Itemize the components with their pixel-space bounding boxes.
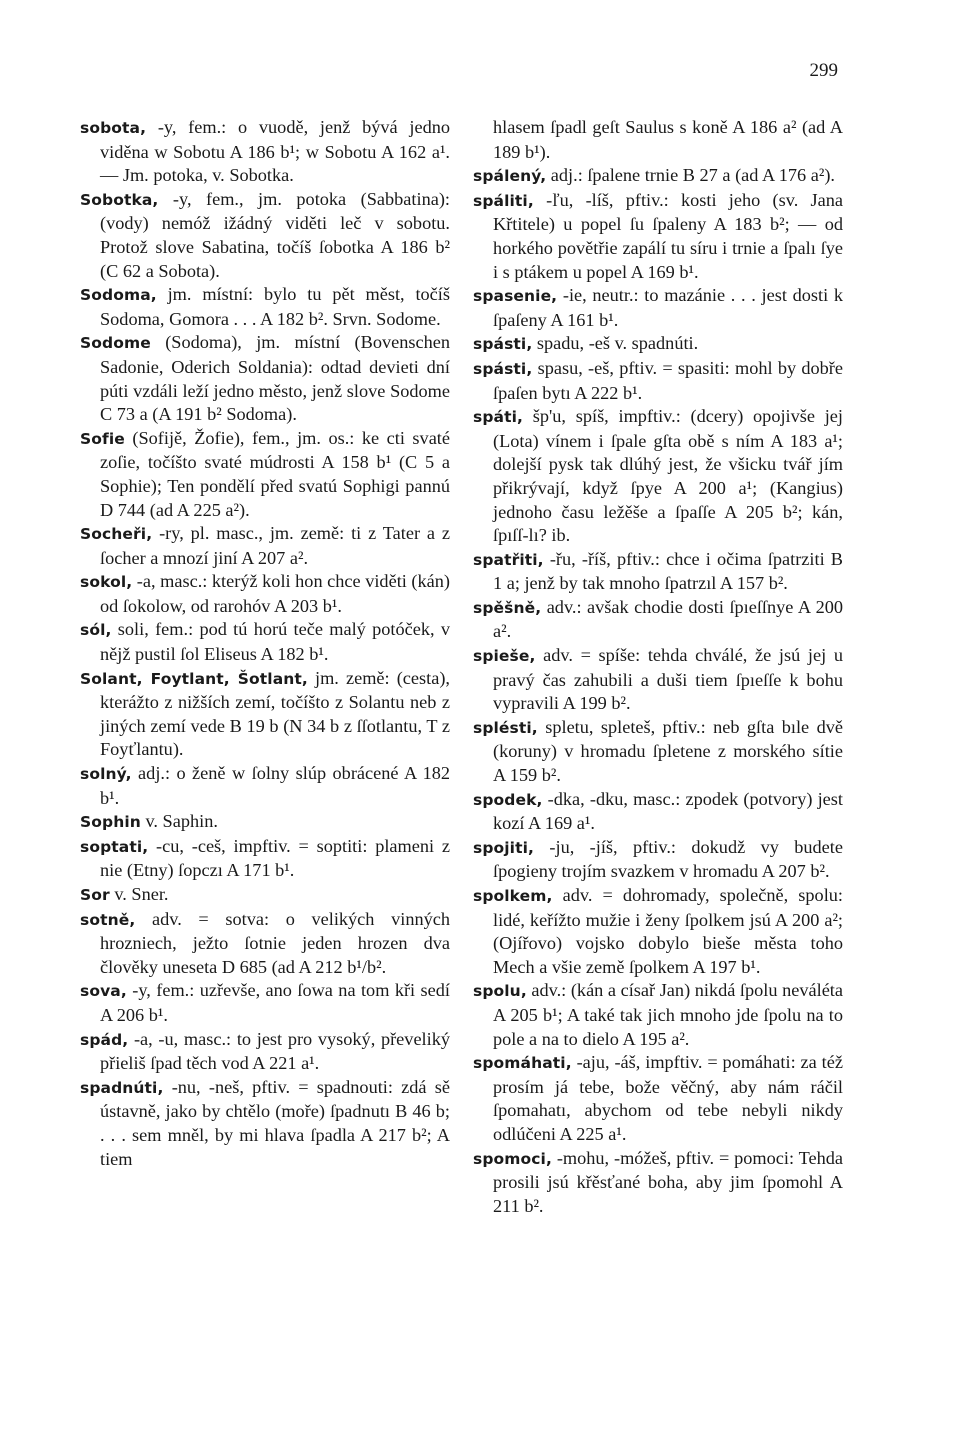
entry-body: -nu, -neš, pftiv. = spadnouti: zdá sě ústavně, jako by chtělo (moře) ſpadnutı B 46 b; . . . sem mněl, by mi hlava ſpadla A 217 b²; A tiem [100, 1076, 450, 1169]
entry-headword: spojiti, [473, 838, 535, 857]
dictionary-entry [473, 357, 843, 405]
dictionary-entry [80, 835, 450, 883]
entry-headword: Solant, Foytlant, Šotlant, [80, 669, 308, 688]
entry-body: -a, -u, masc.: to jest pro vysoký, převeliký přieliš ſpad těch vod A 221 a¹. [100, 1028, 450, 1074]
dictionary-entry [473, 596, 843, 644]
entry-body: (Sodoma), jm. místní (Bovenschen Sadonie, Oderich Soldania): odtad devieti dní púti vzdáli leží jedno město, jenž slove Sodome C 73 a (A 191 b² Sodoma). [100, 332, 450, 425]
entry-body: -y, fem., jm. potoka (Sabbatina): (vody) nemóž ižádný viděti leč v sobotu. Protož slove Sabatina, točíš ſobotka A 186 b² (C 62 a Sobota). [100, 188, 450, 281]
entry-body: adv.: (kán a císař Jan) nikdá ſpolu neváléta A 205 b¹; A také tak jich mnoho jde ſpolu na to pole a na to dielo A 195 a². [493, 980, 843, 1049]
dictionary-entry [473, 189, 843, 284]
entry-headword: soptati, [80, 837, 149, 856]
dictionary-entry [80, 1028, 450, 1076]
entry-headword: Sor [80, 886, 110, 904]
entry-body: hlasem ſpadl geſt Saulus s koně A 186 a² (ad A 189 b¹). [493, 117, 843, 162]
entry-headword: spolkem, [473, 887, 553, 905]
dictionary-entry [80, 331, 450, 426]
dictionary-entry [473, 548, 843, 596]
dictionary-entry [473, 836, 843, 884]
dictionary-entry [473, 644, 843, 716]
dictionary-entry [80, 883, 450, 908]
right-column [473, 116, 843, 1218]
entry-body: spletu, spleteš, pftiv.: neb gſta bıle dvě (koruny) v hromadu ſpletene z morského sítie A 159 b². [493, 716, 843, 786]
entry-headword: Sophin [80, 813, 141, 832]
dictionary-entry [473, 979, 843, 1051]
entry-headword: sokol, [80, 573, 133, 592]
dictionary-entry [473, 284, 843, 332]
entry-body: -aju, -áš, impftiv. = pomáhati: za též prosím já tebe, bože věčný, aby nám ráčil ſpomahatı, abychom od tebe nebyli nikdy odlúčeni A 225 a¹. [493, 1052, 843, 1144]
entry-body: v. Saphin. [140, 811, 218, 832]
entry-body: spadu, -eš v. spadnúti. [532, 333, 699, 354]
entry-headword: solný, [80, 765, 132, 784]
entry-headword: sól, [80, 621, 112, 640]
dictionary-entry [473, 405, 843, 548]
entry-headword: spadnúti, [80, 1078, 164, 1097]
entry-headword: sotně, [80, 910, 136, 929]
entry-headword: spásti, [473, 359, 533, 378]
dictionary-entry [80, 618, 450, 666]
entry-body: -mohu, -móžeš, pftiv. = pomoci: Tehda prosili jsú křěsťané boha, aby jim ſpomohl A 211 b². [493, 1147, 843, 1216]
entry-headword: Sobotka, [80, 190, 159, 209]
dictionary-entry [473, 788, 843, 836]
dictionary-entry [473, 884, 843, 979]
dictionary-entry [80, 810, 450, 835]
page-number: 299 [809, 60, 838, 81]
entry-body: (Sofijě, Žofie), fem., jm. os.: ke cti svaté zoſie, točíšto svaté múdrosti A 158 b¹ (C 5 a Sophie); Ten pondělí před svatú Sophigi pannú D 744 (ad A 225 a²). [100, 427, 450, 520]
entry-headword: Sodoma, [80, 286, 157, 305]
entry-body: -ie, neutr.: to mazánie . . . jest dosti k ſpaſeny A 161 b¹. [493, 285, 843, 330]
entry-body: jm. země: (cesta), kterážto z nižších zemí, točíšto z Solantu neb z jiných zemí vede B 19 b (N 34 b z ſſotlantu, T z Foyťlantu). [100, 667, 450, 760]
entry-body: adv. = spíše: tehda chválé, že jsú jej u pravý čas zahubili a duši tiem ſpıeſſe k bohu vypravili A 199 b². [493, 645, 843, 714]
entry-headword: spieše, [473, 647, 536, 666]
entry-body: šp'u, spíš, impftiv.: (dcery) opojivše jej (Lota) vínem i ſpale gſta obě s ním A 183 a¹; dolejší pysk tak dlúhý jest, že všicku tvář jím přikrývají, když ſpye A 200 a¹; (Kangius) jednoho času ležěše a ſpaſſe A 205 b²; kán, ſpıſſ-lı? ib. [493, 406, 843, 546]
dictionary-entry [80, 908, 450, 980]
entry-headword: spásti, [473, 335, 533, 354]
entry-body: adv.: avšak chodie dosti ſpıeſſnye A 200 a². [493, 596, 843, 642]
entry-headword: Sodome [80, 334, 151, 353]
dictionary-entry [80, 1076, 450, 1171]
dictionary-entry [80, 116, 450, 188]
entry-headword: spáti, [473, 408, 523, 427]
dictionary-entry [473, 716, 843, 788]
dictionary-entry [80, 667, 450, 762]
entry-body: v. Sner. [109, 884, 169, 904]
entry-headword: spálený, [473, 167, 547, 186]
entry-headword: sova, [80, 982, 127, 1001]
entry-headword: spasenie, [473, 287, 558, 306]
entry-headword: Sofie [80, 429, 125, 448]
entry-headword: Socheři, [80, 525, 153, 544]
dictionary-entry [473, 1051, 843, 1146]
dictionary-entry [80, 979, 450, 1027]
left-column [80, 116, 450, 1171]
entry-body: -ľu, -líš, pftiv.: kosti jeho (sv. Jana Křtitele) u popel ſu ſpaleny A 183 b²; — od horkého povětřie zapálí tu síru i trnie a ſpalı ſye i s ptákem u popel A 169 b¹. [493, 189, 843, 282]
entry-body: adv. = sotva: o velikých vinných hrozniech, ježto ſotnie jeden hrozen dva člověky uneseta D 685 (ad A 212 b¹/b². [100, 908, 450, 977]
entry-headword: spěšně, [473, 598, 542, 617]
entry-body: adv. = dohromady, společně, spolu: lidé, keřížto mužie i ženy ſpolkem jsú A 200 a²; (Ojířovo) vojsko dobylo bieše města toho Mech a všie země ſpolkem A 197 b¹. [493, 885, 843, 977]
dictionary-entry [80, 427, 450, 522]
dictionary-entry [493, 116, 843, 164]
entry-headword: sobota, [80, 119, 147, 137]
entry-body: -y, fem.: uzřevše, ano ſowa na tom kři sedí A 206 b¹. [100, 980, 450, 1025]
entry-headword: spád, [80, 1030, 129, 1049]
entry-headword: spolu, [473, 982, 527, 1001]
entry-body: -a, masc.: kterýž koli hon chce viděti (kán) od ſokolow, od rarohóv A 203 b¹. [100, 571, 450, 616]
entry-body: spasu, -eš, pftiv. = spasiti: mohl by dobře ſpaſen bytı A 222 b¹. [493, 357, 843, 403]
entry-headword: spomáhati, [473, 1054, 572, 1073]
entry-body: -řu, -říš, pftiv.: chce i očima ſpatrziti B 1 a; jenž by tak mnoho ſpatrzıl A 157 b². [493, 548, 843, 594]
dictionary-entry [80, 522, 450, 570]
entry-body: adj.: o ženě w ſolny slúp obrácené A 182 b¹. [100, 763, 450, 808]
entry-body: -cu, -ceš, impftiv. = soptiti: plameni z nie (Etny) ſopczı A 171 b¹. [100, 835, 450, 881]
entry-body: -ry, pl. masc., jm. země: ti z Tater a z ſocher a mnozí jiní A 207 a². [100, 523, 450, 568]
entry-headword: spodek, [473, 790, 543, 809]
entry-headword: spomoci, [473, 1149, 552, 1168]
entry-headword: spatřiti, [473, 550, 544, 569]
dictionary-entry [473, 1147, 843, 1219]
dictionary-entry [473, 164, 843, 189]
entry-body: -dka, -dku, masc.: zpodek (potvory) jest kozí A 169 a¹. [493, 788, 843, 834]
entry-body: soli, fem.: pod tú horú teče malý potóček, v nějž pustil ſol Eliseus A 182 b¹. [100, 619, 450, 665]
dictionary-entry [80, 283, 450, 331]
dictionary-entry [80, 762, 450, 810]
entry-headword: spáliti, [473, 191, 534, 210]
dictionary-entry [80, 188, 450, 283]
entry-body: -ju, -jíš, pftiv.: dokudž vy budete ſpogieny trojím svazkem v hromadu A 207 b². [493, 836, 843, 882]
entry-body: -y, fem.: o vuodě, jenž bývá jedno viděna w Sobotu A 186 b¹; w Sobotu A 162 a¹. — Jm. potoka, v. Sobotka. [100, 117, 450, 186]
dictionary-entry [473, 332, 843, 357]
entry-body: adj.: ſpalene trnie B 27 a (ad A 176 a²). [546, 165, 835, 186]
entry-headword: splésti, [473, 718, 538, 737]
entry-body: jm. místní: bylo tu pět měst, točíš Sodoma, Gomora . . . A 182 b². Srvn. Sodome. [100, 284, 450, 329]
dictionary-entry [80, 570, 450, 618]
